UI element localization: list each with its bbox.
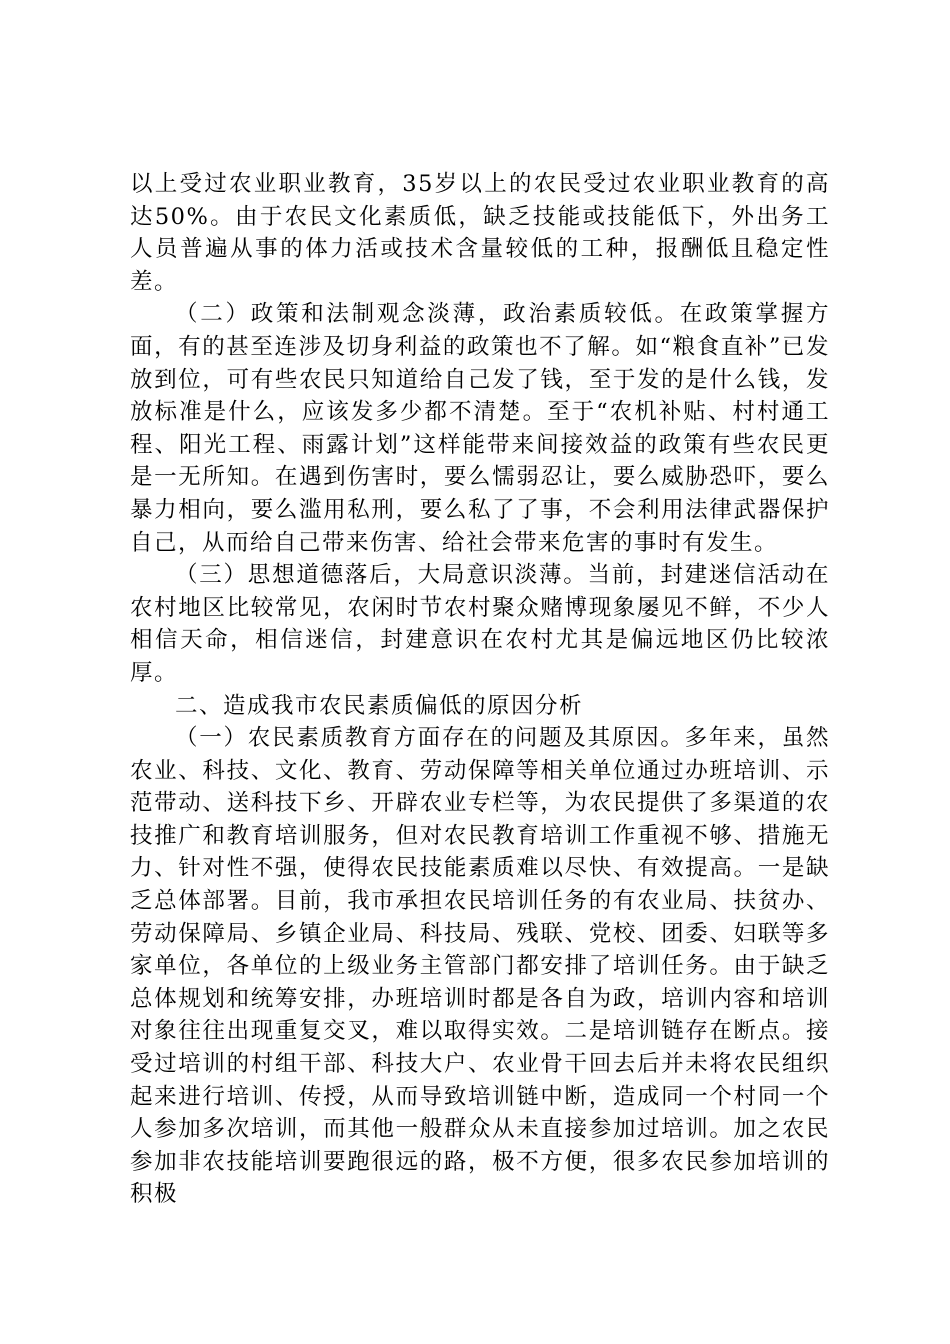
paragraph-policy-law: （二）政策和法制观念淡薄，政治素质较低。在政策掌握方面，有的甚至连涉及切身利益的政策也不了解。如“粮食直补”已发放到位，可有些农民只知道给自己发了钱，至于发的是什么钱，发放标准是什么，应该发多少都不清楚。至于“农机补贴、村村通工程、阳光工程、雨露计划”这样能带来间接效益的政策有些农民更是一无所知。在遇到伤害时，要么懦弱忍让，要么威胁恐吓，要么暴力相向，要么滥用私刑，要么私了了事，不会利用法律武器保护自己，从而给自己带来伤害、给社会带来危害的事时有发生。 xyxy=(130,301,830,556)
section-heading: 二、造成我市农民素质偏低的原因分析 xyxy=(175,692,584,719)
paragraph-continuation: 以上受过农业职业教育，35岁以上的农民受过农业职业教育的高达50%。由于农民文化素质低，缺乏技能或技能低下，外出务工人员普遍从事的体力活或技术含量较低的工种，报酬低且稳定性差。 xyxy=(130,171,830,295)
paragraph-morality: （三）思想道德落后，大局意识淡薄。当前，封建迷信活动在农村地区比较常见，农闲时节农村聚众赌博现象屡见不鲜，不少人相信天命，相信迷信，封建意识在农村尤其是偏远地区仍比较浓厚。 xyxy=(130,562,830,686)
paragraph-education-issues: （一）农民素质教育方面存在的问题及其原因。多年来，虽然农业、科技、文化、教育、劳动保障等相关单位通过办班培训、示范带动、送科技下乡、开辟农业专栏等，为农民提供了多渠道的农技推广和教育培训服务，但对农民教育培训工作重视不够、措施无力、针对性不强，使得农民技能素质难以尽快、有效提高。一是缺乏总体部署。目前，我市承担农民培训任务的有农业局、扶贫办、劳动保障局、乡镇企业局、科技局、残联、党校、团委、妇联等多家单位，各单位的上级业务主管部门都安排了培训任务。由于缺乏总体规划和统筹安排，办班培训时都是各自为政，培训内容和培训对象往往出现重复交叉，难以取得实效。二是培训链存在断点。接受过培训的村组干部、科技大户、农业骨干回去后并未将农民组织起来进行培训、传授，从而导致培训链中断，造成同一个村同一个人参加多次培训，而其他一般群众从未直接参加过培训。加之农民参加非农技能培训要跑很远的路，极不方便，很多农民参加培训的积极 xyxy=(130,725,830,1208)
document-body xyxy=(130,168,830,1211)
